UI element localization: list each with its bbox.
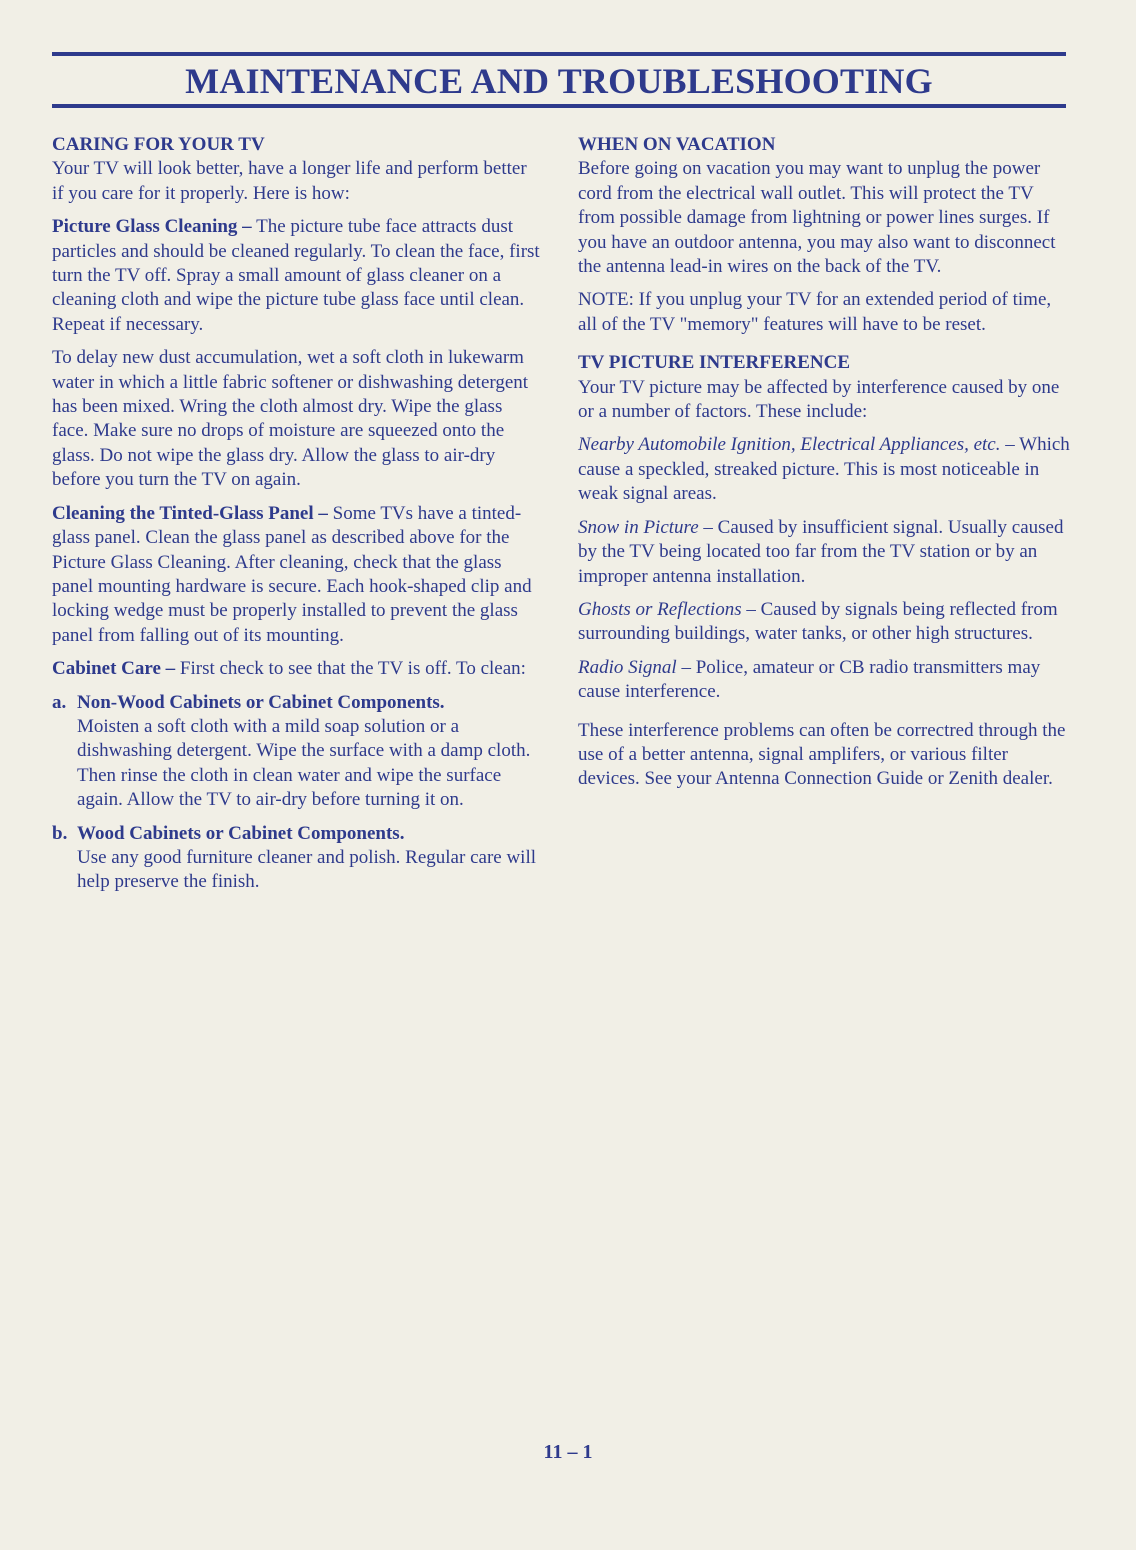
factor-text: – Police, amateur or CB radio transmitters may cause interference. bbox=[578, 656, 1041, 703]
list-item-text: Moisten a soft cloth with a mild soap solution or a dishwashing detergent. Wipe the surface with a damp cloth. Then rinse the cloth in clean water and wipe the surface again. Allow the TV to air-dry before turning it on. bbox=[77, 715, 531, 811]
dust-delay-paragraph: To delay new dust accumulation, wet a soft cloth in lukewarm water in which a little fabric softener or dishwashing detergent has been mixed. Wring the cloth almost dry. Wipe the glass face. Make sure no drops of moisture are squeezed onto the glass. Do not wipe the glass dry. Allow the glass to air-dry before you turn the TV on again. bbox=[52, 347, 529, 491]
tinted-glass-lead: Cleaning the Tinted-Glass Panel – bbox=[52, 502, 328, 524]
caring-intro: Your TV will look better, have a longer life and perform better if you care for it properly. Here is how: bbox=[52, 158, 527, 204]
list-item bbox=[52, 691, 542, 813]
closing-paragraph: These interference problems can often be correctred through the use of a better antenna, signal amplifers, or various filter devices. See your Antenna Connection Guide or Zenith dealer. bbox=[578, 719, 1066, 790]
factor-lead: Ghosts or Reflections bbox=[578, 598, 742, 620]
factor-lead: Radio Signal bbox=[578, 656, 677, 678]
list-body bbox=[77, 691, 542, 813]
list-item-text: Use any good furniture cleaner and polish. Regular care will help preserve the finish. bbox=[77, 846, 537, 893]
left-column bbox=[52, 133, 542, 904]
note-paragraph: NOTE: If you unplug your TV for an extended period of time, all of the TV "memory" features will have to be reset. bbox=[578, 289, 1052, 335]
factor-text: – Caused by signals being reflected from surrounding buildings, water tanks, or other high structures. bbox=[578, 598, 1058, 645]
glass-cleaning-lead: Picture Glass Cleaning – bbox=[52, 216, 252, 238]
factor-text: – Which cause a speckled, streaked picture. This is most noticeable in weak signal areas. bbox=[578, 434, 1070, 505]
cabinet-care-text: First check to see that the TV is off. To clean: bbox=[175, 658, 526, 680]
title-rule-top bbox=[52, 52, 1066, 56]
interference-intro: Your TV picture may be affected by interference caused by one or a number of factors. These include: bbox=[578, 376, 1060, 423]
vacation-section bbox=[578, 133, 1070, 279]
list-body bbox=[77, 822, 542, 895]
list-marker: a. bbox=[52, 691, 67, 713]
glass-cleaning-paragraph bbox=[52, 215, 542, 337]
list-marker: b. bbox=[52, 822, 68, 844]
glass-cleaning-text: The picture tube face attracts dust particles and should be cleaned regularly. To clean the face, first turn the TV off. Spray a small amount of glass cleaner on a cleaning cloth and wipe the picture tube glass face until clean. Repeat if necessary. bbox=[52, 216, 540, 335]
list-item bbox=[52, 822, 542, 895]
right-column bbox=[578, 133, 1070, 801]
factor-text: – Caused by insufficient signal. Usually caused by the TV being located too far from the TV station or by an improper antenna installation. bbox=[578, 516, 1064, 587]
cabinet-care-lead: Cabinet Care – bbox=[52, 658, 176, 680]
cabinet-care-paragraph bbox=[52, 657, 542, 681]
vacation-heading: WHEN ON VACATION bbox=[578, 134, 776, 155]
interference-heading: TV PICTURE INTERFERENCE bbox=[578, 352, 851, 374]
vacation-text: Before going on vacation you may want to unplug the power cord from the electrical wall outlet. This will protect the TV from possible damage from lightning or power lines surges. If you have an outdoor antenna, you may also want to disconnect the antenna lead-in wires on the back of the TV. bbox=[578, 158, 1056, 278]
page-title: MAINTENANCE AND TROUBLESHOOTING bbox=[185, 61, 933, 101]
page-number: 11 – 1 bbox=[543, 1441, 593, 1463]
tinted-glass-text: Some TVs have a tinted-glass panel. Clean the glass panel as described above for the Picture Glass Cleaning. After cleaning, check that the glass panel mounting hardware is secure. Each hook-shaped clip and locking wedge must be properly installed to prevent the glass panel from falling out of its mounting. bbox=[52, 502, 532, 646]
factor-paragraph bbox=[578, 598, 1070, 647]
factor-paragraph bbox=[578, 516, 1070, 589]
factor-lead: Nearby Automobile Ignition, Electrical Appliances, etc. bbox=[578, 434, 1001, 456]
factor-lead: Snow in Picture bbox=[578, 516, 699, 538]
factor-paragraph bbox=[578, 433, 1070, 506]
factor-paragraph bbox=[578, 656, 1070, 705]
list-item-title: Non-Wood Cabinets or Cabinet Components. bbox=[77, 691, 445, 713]
list-item-title: Wood Cabinets or Cabinet Components. bbox=[77, 822, 405, 844]
tinted-glass-paragraph bbox=[52, 502, 542, 648]
title-rule-bottom bbox=[52, 104, 1066, 108]
caring-section bbox=[52, 133, 542, 206]
caring-heading: CARING FOR YOUR TV bbox=[52, 134, 265, 155]
